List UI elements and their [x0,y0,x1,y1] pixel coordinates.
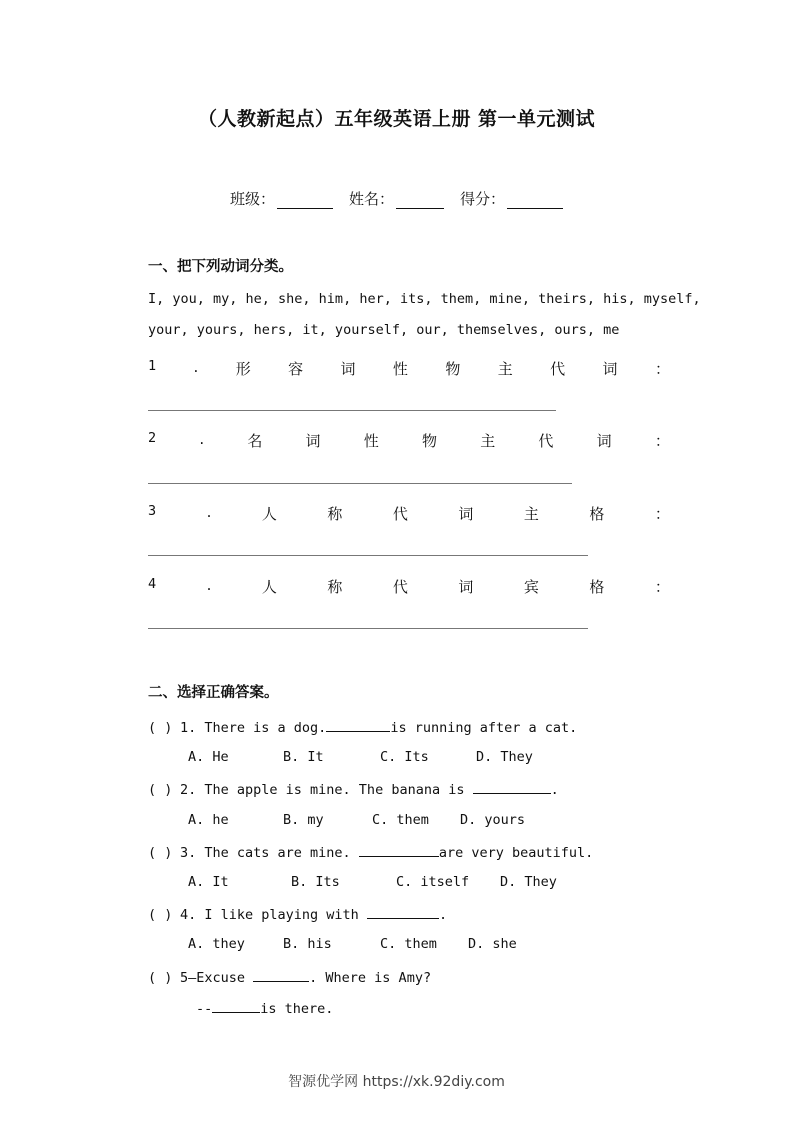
category-char: 称 [327,578,343,596]
question-text: . [438,907,448,923]
category-char: 格 [589,505,605,523]
option-b[interactable]: B. his [283,936,332,952]
category-dot: . [193,358,199,376]
answer-paren[interactable]: ( ) [148,970,173,986]
name-field [349,188,444,209]
fill-blank[interactable] [473,780,551,794]
class-field [230,188,333,209]
category-char: 宾 [523,578,539,596]
fill-blank[interactable] [212,999,260,1013]
option-a[interactable]: A. It [188,874,229,890]
option-a[interactable]: A. He [188,749,229,765]
option-b[interactable]: B. my [283,812,324,828]
category-char: 词 [458,505,474,523]
option-c[interactable]: C. them [372,812,429,828]
answer-line-4[interactable] [148,628,588,629]
category-number: 4 [148,576,157,592]
category-char: 词 [458,578,474,596]
question-text: are very beautiful. [438,845,594,861]
category-char: 词 [596,432,612,450]
category-char: 人 [261,578,277,596]
option-b[interactable]: B. It [283,749,324,765]
answer-paren[interactable]: ( ) [148,907,173,923]
name-blank[interactable] [396,190,444,209]
category-char: 物 [445,360,461,378]
category-2 [148,430,670,451]
option-d[interactable]: D. They [500,874,557,890]
option-a[interactable]: A. he [188,812,229,828]
category-char: 称 [327,505,343,523]
category-char: 主 [497,360,513,378]
category-char: 词 [602,360,618,378]
option-d[interactable]: D. They [476,749,533,765]
category-1 [148,358,670,379]
category-char: 人 [261,505,277,523]
score-field [460,188,563,209]
category-colon: ： [654,432,670,450]
option-d[interactable]: D. yours [460,812,526,828]
question-2 [148,780,559,798]
option-c[interactable]: C. them [380,936,437,952]
section2-heading: 二、选择正确答案。 [148,685,279,701]
answer-line-3[interactable] [148,555,588,556]
category-char: 词 [340,360,356,378]
answer-paren[interactable]: ( ) [148,845,173,861]
section1-heading: 一、把下列动词分类。 [148,259,293,275]
class-blank[interactable] [277,190,333,209]
score-blank[interactable] [507,190,563,209]
category-char: 物 [421,432,437,450]
fill-blank[interactable] [359,843,439,857]
category-char: 代 [392,578,408,596]
reply-text: is there. [260,1001,334,1017]
option-c[interactable]: C. Its [380,749,429,765]
footer-watermark: 智源优学网 https://xk.92diy.com [288,1074,505,1090]
category-char: 性 [392,360,408,378]
category-char: 词 [305,432,321,450]
name-label: 姓名： [348,190,394,208]
page-title: （人教新起点）五年级英语上册 第一单元测试 [197,108,596,130]
answer-line-2[interactable] [148,483,572,484]
category-char: 性 [363,432,379,450]
question-text: 3. The cats are mine. [180,845,359,861]
question-3 [148,843,593,861]
category-dot: . [206,503,212,521]
question-text: 4. I like playing with [180,907,367,923]
category-char: 名 [247,432,263,450]
category-number: 1 [148,358,157,374]
question-text: 5—Excuse [180,970,254,986]
category-3 [148,503,670,524]
category-number: 2 [148,430,157,446]
category-colon: ： [654,578,670,596]
question-1 [148,718,577,736]
question-5-reply [196,999,333,1017]
question-5 [148,968,431,986]
question-text: 2. The apple is mine. The banana is [180,782,473,798]
question-text: is running after a cat. [390,720,578,736]
answer-line-1[interactable] [148,410,556,411]
word-list-line1: I, you, my, he, she, him, her, its, them, mine, theirs, his, myself, [148,291,701,307]
score-label: 得分： [460,190,506,208]
category-char: 格 [589,578,605,596]
question-text: 1. There is a dog. [180,720,327,736]
question-text: . [550,782,559,798]
class-label: 班级： [229,190,275,208]
word-list-line2: your, yours, hers, it, yourself, our, themselves, ours, me [148,322,620,338]
category-dot: . [206,576,212,594]
option-c[interactable]: C. itself [396,874,470,890]
category-char: 形 [235,360,251,378]
fill-blank[interactable] [326,718,390,732]
category-4 [148,576,670,597]
fill-blank[interactable] [367,905,439,919]
question-4 [148,905,447,923]
category-char: 容 [288,360,304,378]
answer-paren[interactable]: ( ) [148,782,173,798]
category-char: 代 [538,432,554,450]
category-colon: ： [654,505,670,523]
category-number: 3 [148,503,157,519]
option-d[interactable]: D. she [468,936,517,952]
reply-dash: -- [196,1001,213,1017]
option-a[interactable]: A. they [188,936,245,952]
question-text: . Where is Amy? [309,970,432,986]
category-char: 代 [550,360,566,378]
category-char: 主 [480,432,496,450]
student-info [0,188,793,209]
category-colon: ： [654,360,670,378]
fill-blank[interactable] [253,968,309,982]
category-char: 主 [523,505,539,523]
category-char: 代 [392,505,408,523]
option-b[interactable]: B. Its [291,874,340,890]
category-dot: . [199,430,205,448]
answer-paren[interactable]: ( ) [148,720,173,736]
